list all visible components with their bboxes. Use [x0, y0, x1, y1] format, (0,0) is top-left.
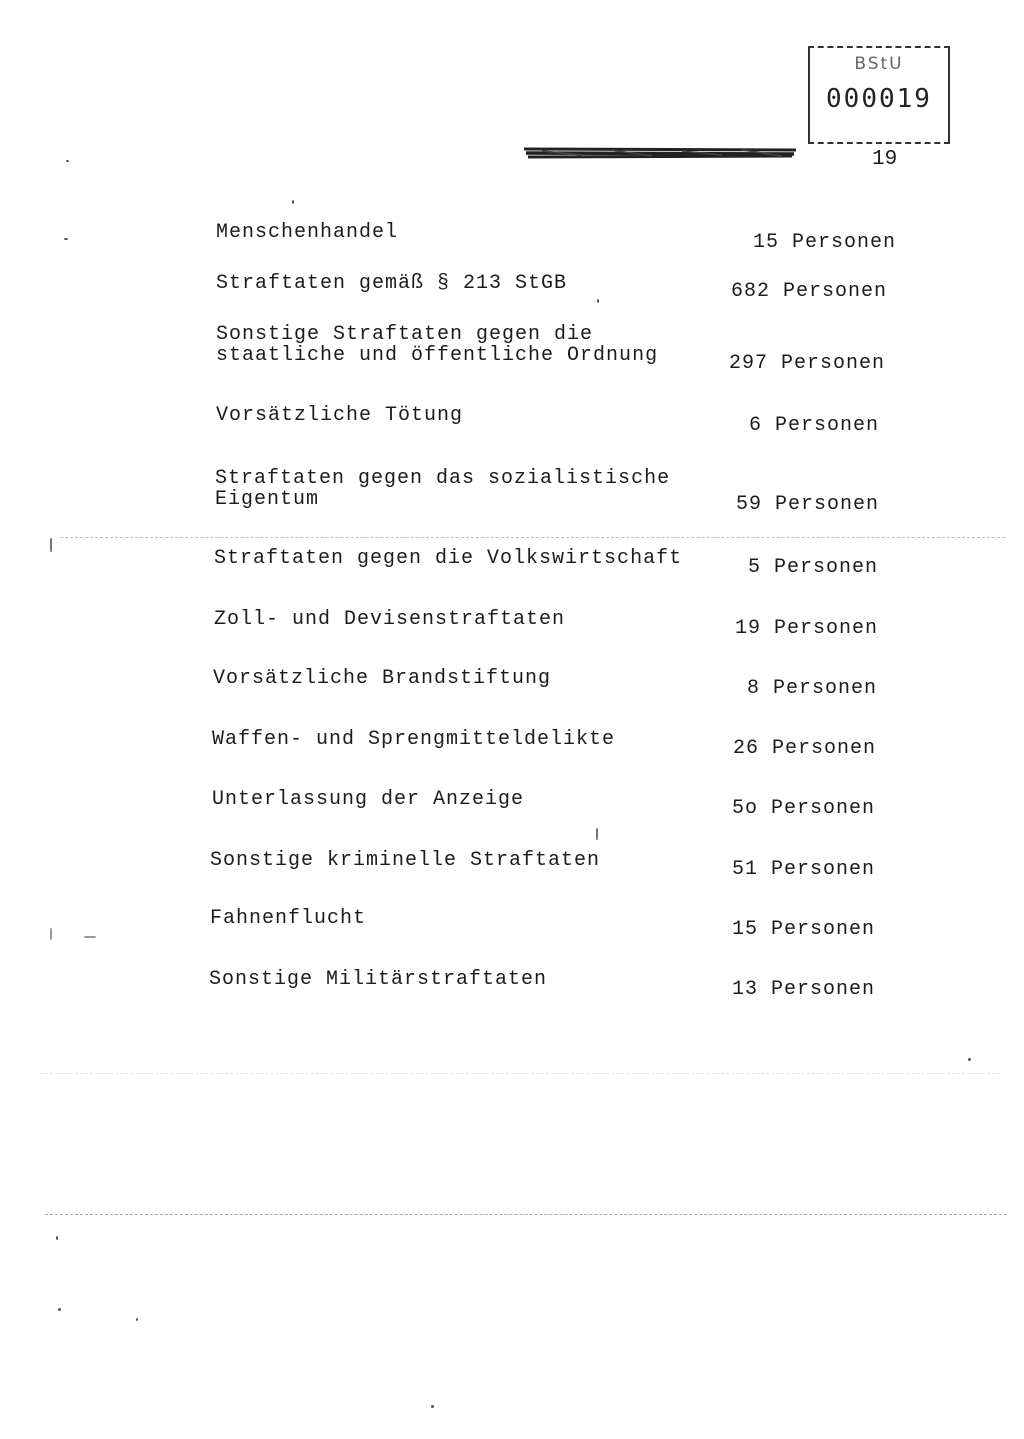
offense-label: Sonstige Militärstraftaten — [209, 968, 548, 991]
scan-speck — [58, 1308, 61, 1311]
person-count: 15 Personen — [731, 918, 875, 941]
offense-label: Sonstige Straftaten gegen die staatliche und öffentliche Ordnung — [216, 323, 659, 367]
offense-label: Fahnenflucht — [210, 907, 367, 930]
person-count: 6 Personen — [748, 414, 879, 437]
scan-speck — [968, 1058, 971, 1061]
person-count: 682 Personen — [731, 280, 888, 303]
offense-label: Straftaten gemäß § 213 StGB — [216, 272, 568, 295]
scan-speck — [431, 1405, 434, 1408]
scan-speck — [50, 928, 52, 940]
person-count: 26 Personen — [732, 737, 876, 760]
offense-label: Zoll- und Devisenstraftaten — [214, 608, 566, 631]
person-count: 8 Personen — [746, 677, 877, 700]
stamp-label: BStU — [854, 54, 904, 74]
offense-label: Menschenhandel — [216, 221, 399, 244]
faint-page-line — [45, 1214, 1007, 1215]
scan-speck — [597, 299, 599, 303]
stamp-number: 000019 — [826, 84, 932, 114]
offense-label: Sonstige kriminelle Straftaten — [210, 849, 601, 872]
person-count: 59 Personen — [735, 493, 879, 516]
scan-speck — [50, 538, 52, 552]
offense-label: Straftaten gegen die Volkswirtschaft — [214, 547, 683, 570]
scan-speck — [56, 1236, 58, 1240]
scan-speck — [596, 828, 598, 840]
struck-out-line — [522, 146, 798, 160]
offense-label: Straftaten gegen das sozialistische Eigentum — [215, 467, 671, 511]
offense-label: Waffen- und Sprengmitteldelikte — [212, 728, 616, 751]
person-count: 5o Personen — [731, 797, 875, 820]
offense-label: Vorsätzliche Tötung — [216, 404, 464, 427]
person-count: 5 Personen — [747, 556, 878, 579]
person-count: 51 Personen — [731, 858, 875, 881]
scan-speck — [66, 160, 69, 162]
faint-page-line — [60, 537, 1005, 538]
person-count: 13 Personen — [731, 978, 875, 1001]
scan-speck — [64, 238, 68, 240]
offense-label: Unterlassung der Anzeige — [212, 788, 525, 811]
person-count: 297 Personen — [729, 352, 886, 375]
offense-label: Vorsätzliche Brandstiftung — [213, 667, 552, 690]
page-number: 19 — [872, 148, 898, 171]
person-count: 15 Personen — [752, 231, 896, 254]
scan-speck — [292, 200, 294, 204]
archive-stamp — [808, 46, 950, 144]
person-count: 19 Personen — [734, 617, 878, 640]
scan-speck — [136, 1318, 138, 1321]
faint-page-line — [40, 1073, 1000, 1074]
scan-speck — [84, 936, 96, 938]
